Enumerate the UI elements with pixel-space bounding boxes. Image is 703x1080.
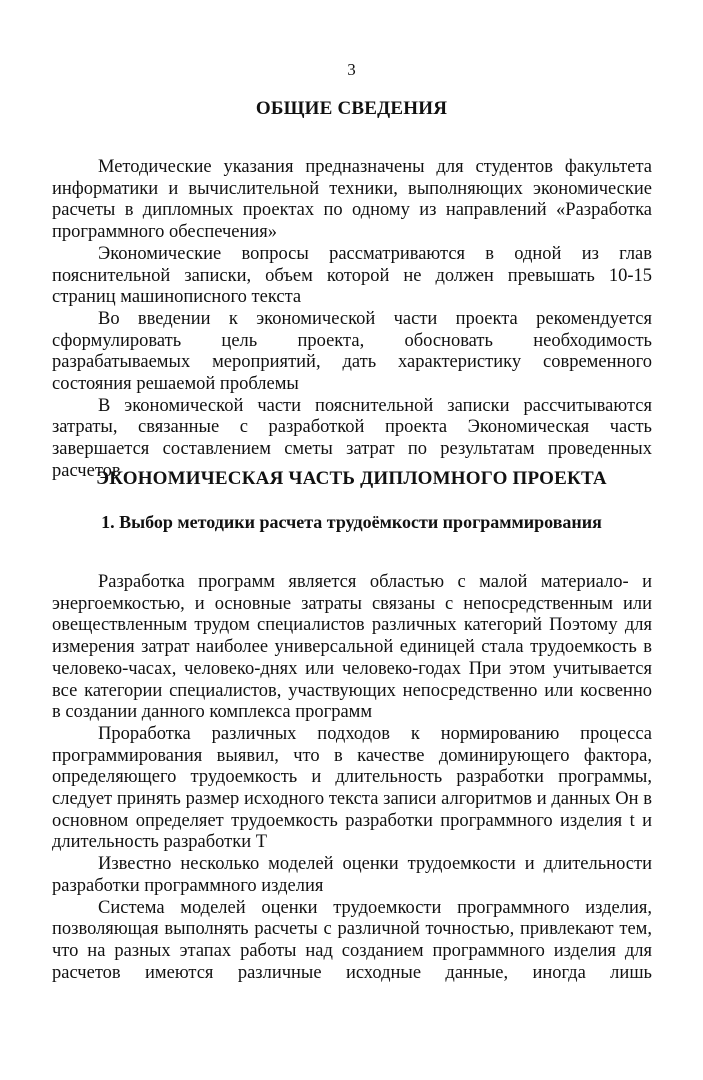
page-number: 3	[347, 60, 356, 79]
paragraph: Разработка программ является областью с малой материало- и энергоемкостью, и основные затраты связаны с непосредственным или овеществленным трудом специалистов различных категорий Поэтому для измерения затрат наиболее универсальной единицей стала трудоемкость в человеко-часах, человеко-днях или человеко-годах При этом учитывается все категории специалистов, участвующих непосредственно или косвенно в создании данного комплекса программ	[52, 572, 652, 723]
paragraph: Известно несколько моделей оценки трудоемкости и длительности разработки программного изделия	[52, 854, 652, 896]
paragraph: Методические указания предназначены для студентов факультета информатики и вычислительной техники, выполняющих экономические расчеты в дипломных проектах по одному из направлений «Разработка программного обеспечения»	[52, 157, 652, 243]
heading-general-info: ОБЩИЕ СВЕДЕНИЯ	[255, 98, 448, 119]
paragraph: Экономические вопросы рассматриваются в одной из глав пояснительной записки, объем которой не должен превышать 10-15 страниц машинописного текста	[52, 243, 652, 308]
paragraph: Система моделей оценки трудоемкости программного изделия, позволяющая выполнять расчеты с различной точностью, привлекают тем, что на разных этапах работы над созданием программного изделия для расчетов имеются различные исходные данные, иногда лишь	[52, 897, 652, 983]
section-text	[52, 572, 652, 984]
general-info-text	[52, 157, 652, 483]
paragraph: Проработка различных подходов к нормированию процесса программирования выявил, что в качестве доминирующего фактора, определяющего трудоемкость и длительность разработки программы, следует принять размер исходного текста записи алгоритмов и данных Он в основном определяет трудоемкость разработки программного изделия t и длительность разработки T	[52, 723, 652, 853]
paragraph: Во введении к экономической части проекта рекомендуется сформулировать цель проекта, обосновать необходимость разрабатываемых мероприятий, дать характеристику современного состояния решаемой проблемы	[52, 308, 652, 395]
heading-economic-part: ЭКОНОМИЧЕСКАЯ ЧАСТЬ ДИПЛОМНОГО ПРОЕКТА	[96, 468, 607, 489]
paragraph: В экономической части пояснительной записки рассчитываются затраты, связанные с разработкой проекта Экономическая часть завершается составлением сметы затрат по результатам проведенных расчетов	[52, 395, 652, 481]
section-title: 1. Выбор методики расчета трудоёмкости программирования	[101, 512, 602, 532]
